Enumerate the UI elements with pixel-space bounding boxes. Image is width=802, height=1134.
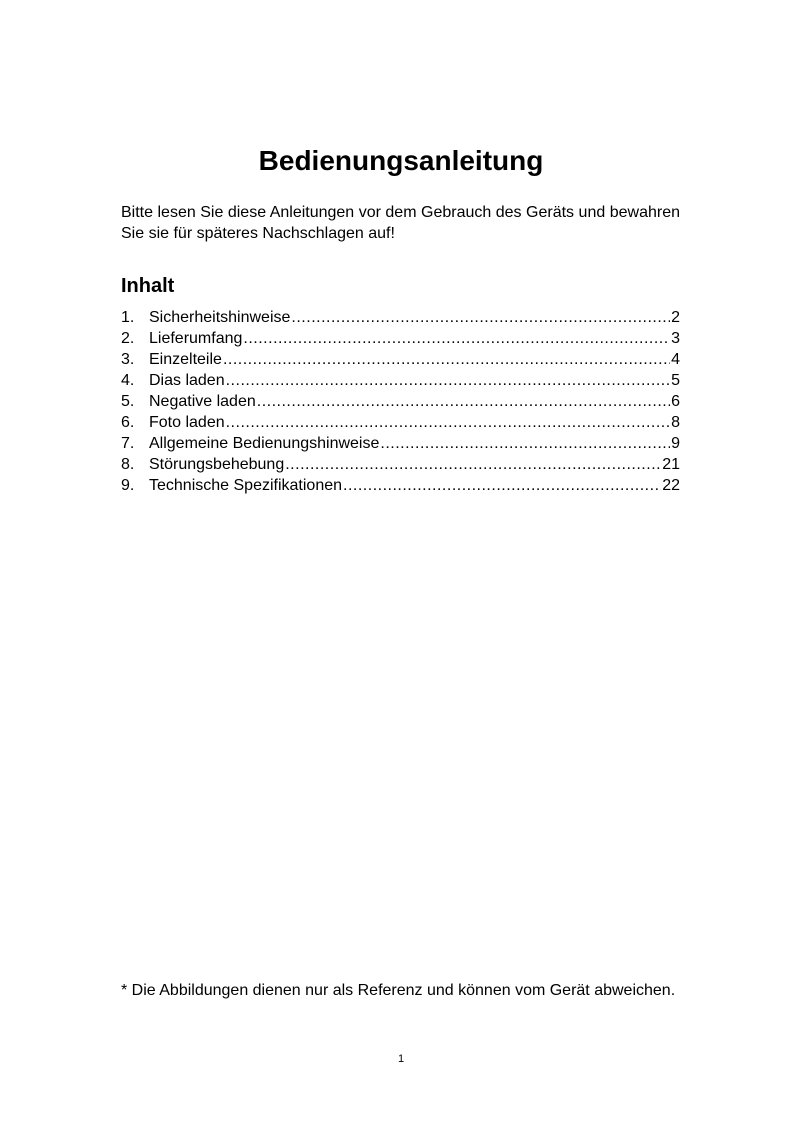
toc-entry[interactable] [121, 412, 680, 433]
toc-dot-leader [285, 454, 661, 475]
toc-entry[interactable] [121, 391, 680, 412]
toc-entry-title: Dias laden [149, 372, 225, 389]
toc-entry-page: 21 [662, 456, 680, 473]
toc-entry[interactable] [121, 370, 680, 391]
toc-entry-page: 2 [671, 309, 680, 326]
toc-entry-page: 9 [671, 435, 680, 452]
toc-entry-title: Lieferumfang [149, 330, 243, 347]
toc-dot-leader [291, 307, 670, 328]
toc-dot-leader [257, 391, 670, 412]
toc-entry-page: 5 [671, 372, 680, 389]
toc-dot-leader [226, 412, 670, 433]
toc-entry-number: 7. [121, 435, 135, 452]
toc-entry-number: 9. [121, 477, 135, 494]
toc-dot-leader [380, 433, 670, 454]
toc-entry[interactable] [121, 454, 680, 475]
toc-entry[interactable] [121, 328, 680, 349]
page-title: Bedienungsanleitung [258, 145, 544, 176]
toc-entry-number: 5. [121, 393, 135, 410]
toc-entry-title: Foto laden [149, 414, 225, 431]
toc-entry-title: Störungsbehebung [149, 456, 285, 473]
toc-entry-number: 4. [121, 372, 135, 389]
toc-entry-title: Allgemeine Bedienungshinweise [149, 435, 380, 452]
toc-entry-title: Sicherheitshinweise [149, 309, 291, 326]
toc-entry-number: 3. [121, 351, 135, 368]
toc-entry-page: 8 [671, 414, 680, 431]
toc-entry-page: 22 [662, 477, 680, 494]
footnote: * Die Abbildungen dienen nur als Referenz und können vom Gerät abweichen. [121, 982, 676, 999]
toc-entry[interactable] [121, 349, 680, 370]
toc-heading: Inhalt [121, 275, 175, 297]
toc-entry[interactable] [121, 433, 680, 454]
toc-entry-number: 2. [121, 330, 135, 347]
toc-dot-leader [223, 349, 670, 370]
toc-entry-number: 8. [121, 456, 135, 473]
toc-entry-number: 6. [121, 414, 135, 431]
toc-entry-title: Technische Spezifikationen [149, 477, 343, 494]
page-number: 1 [397, 1053, 405, 1065]
toc-entry-page: 4 [671, 351, 680, 368]
toc-entry-title: Einzelteile [149, 351, 222, 368]
toc-entry-page: 6 [671, 393, 680, 410]
toc-dot-leader [343, 475, 661, 496]
table-of-contents [121, 307, 680, 496]
toc-entry-page: 3 [671, 330, 680, 347]
toc-entry-title: Negative laden [149, 393, 256, 410]
toc-entry[interactable] [121, 475, 680, 496]
toc-entry-number: 1. [121, 309, 135, 326]
intro-paragraph: Bitte lesen Sie diese Anleitungen vor dem Gebrauch des Geräts und bewahren Sie sie für späteres Nachschlagen auf! [121, 204, 680, 242]
toc-dot-leader [243, 328, 670, 349]
toc-entry[interactable] [121, 307, 680, 328]
toc-dot-leader [226, 370, 670, 391]
